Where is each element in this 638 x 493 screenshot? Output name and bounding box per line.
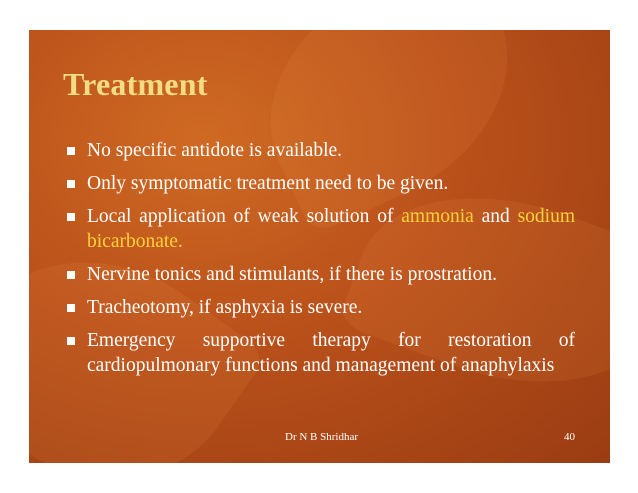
bullet-text: Emergency supportive therapy for restoration of cardiopulmonary functions and management of anaphylaxis (87, 330, 575, 376)
highlight-sodium-bicarbonate: sodium bicarbonate (87, 206, 576, 252)
slide-number: 40 (564, 431, 575, 443)
bullet-item (67, 204, 575, 254)
bullet-item (67, 262, 575, 287)
square-bullet-icon (67, 337, 75, 345)
square-bullet-icon (67, 180, 75, 188)
bullet-item (67, 138, 575, 163)
slide (29, 30, 610, 463)
bullet-text-period: . (177, 231, 183, 252)
bullet-text: Nervine tonics and stimulants, if there is prostration. (87, 264, 497, 285)
highlight-ammonia: ammonia (401, 206, 474, 227)
bullet-item (67, 328, 575, 378)
bullet-list (67, 138, 575, 386)
footer-author: Dr N B Shridhar (285, 431, 359, 443)
bullet-item (67, 295, 575, 320)
bullet-text: Only symptomatic treatment need to be given. (87, 173, 449, 194)
square-bullet-icon (67, 213, 75, 221)
square-bullet-icon (67, 147, 75, 155)
square-bullet-icon (67, 304, 75, 312)
bullet-text: Tracheotomy, if asphyxia is severe. (87, 297, 363, 318)
square-bullet-icon (67, 271, 75, 279)
slide-title: Treatment (63, 66, 208, 102)
bullet-item (67, 171, 575, 196)
bullet-text: No specific antidote is available. (87, 140, 343, 161)
bullet-text: and (473, 206, 518, 227)
bullet-text: Local application of weak solution of (87, 206, 402, 227)
